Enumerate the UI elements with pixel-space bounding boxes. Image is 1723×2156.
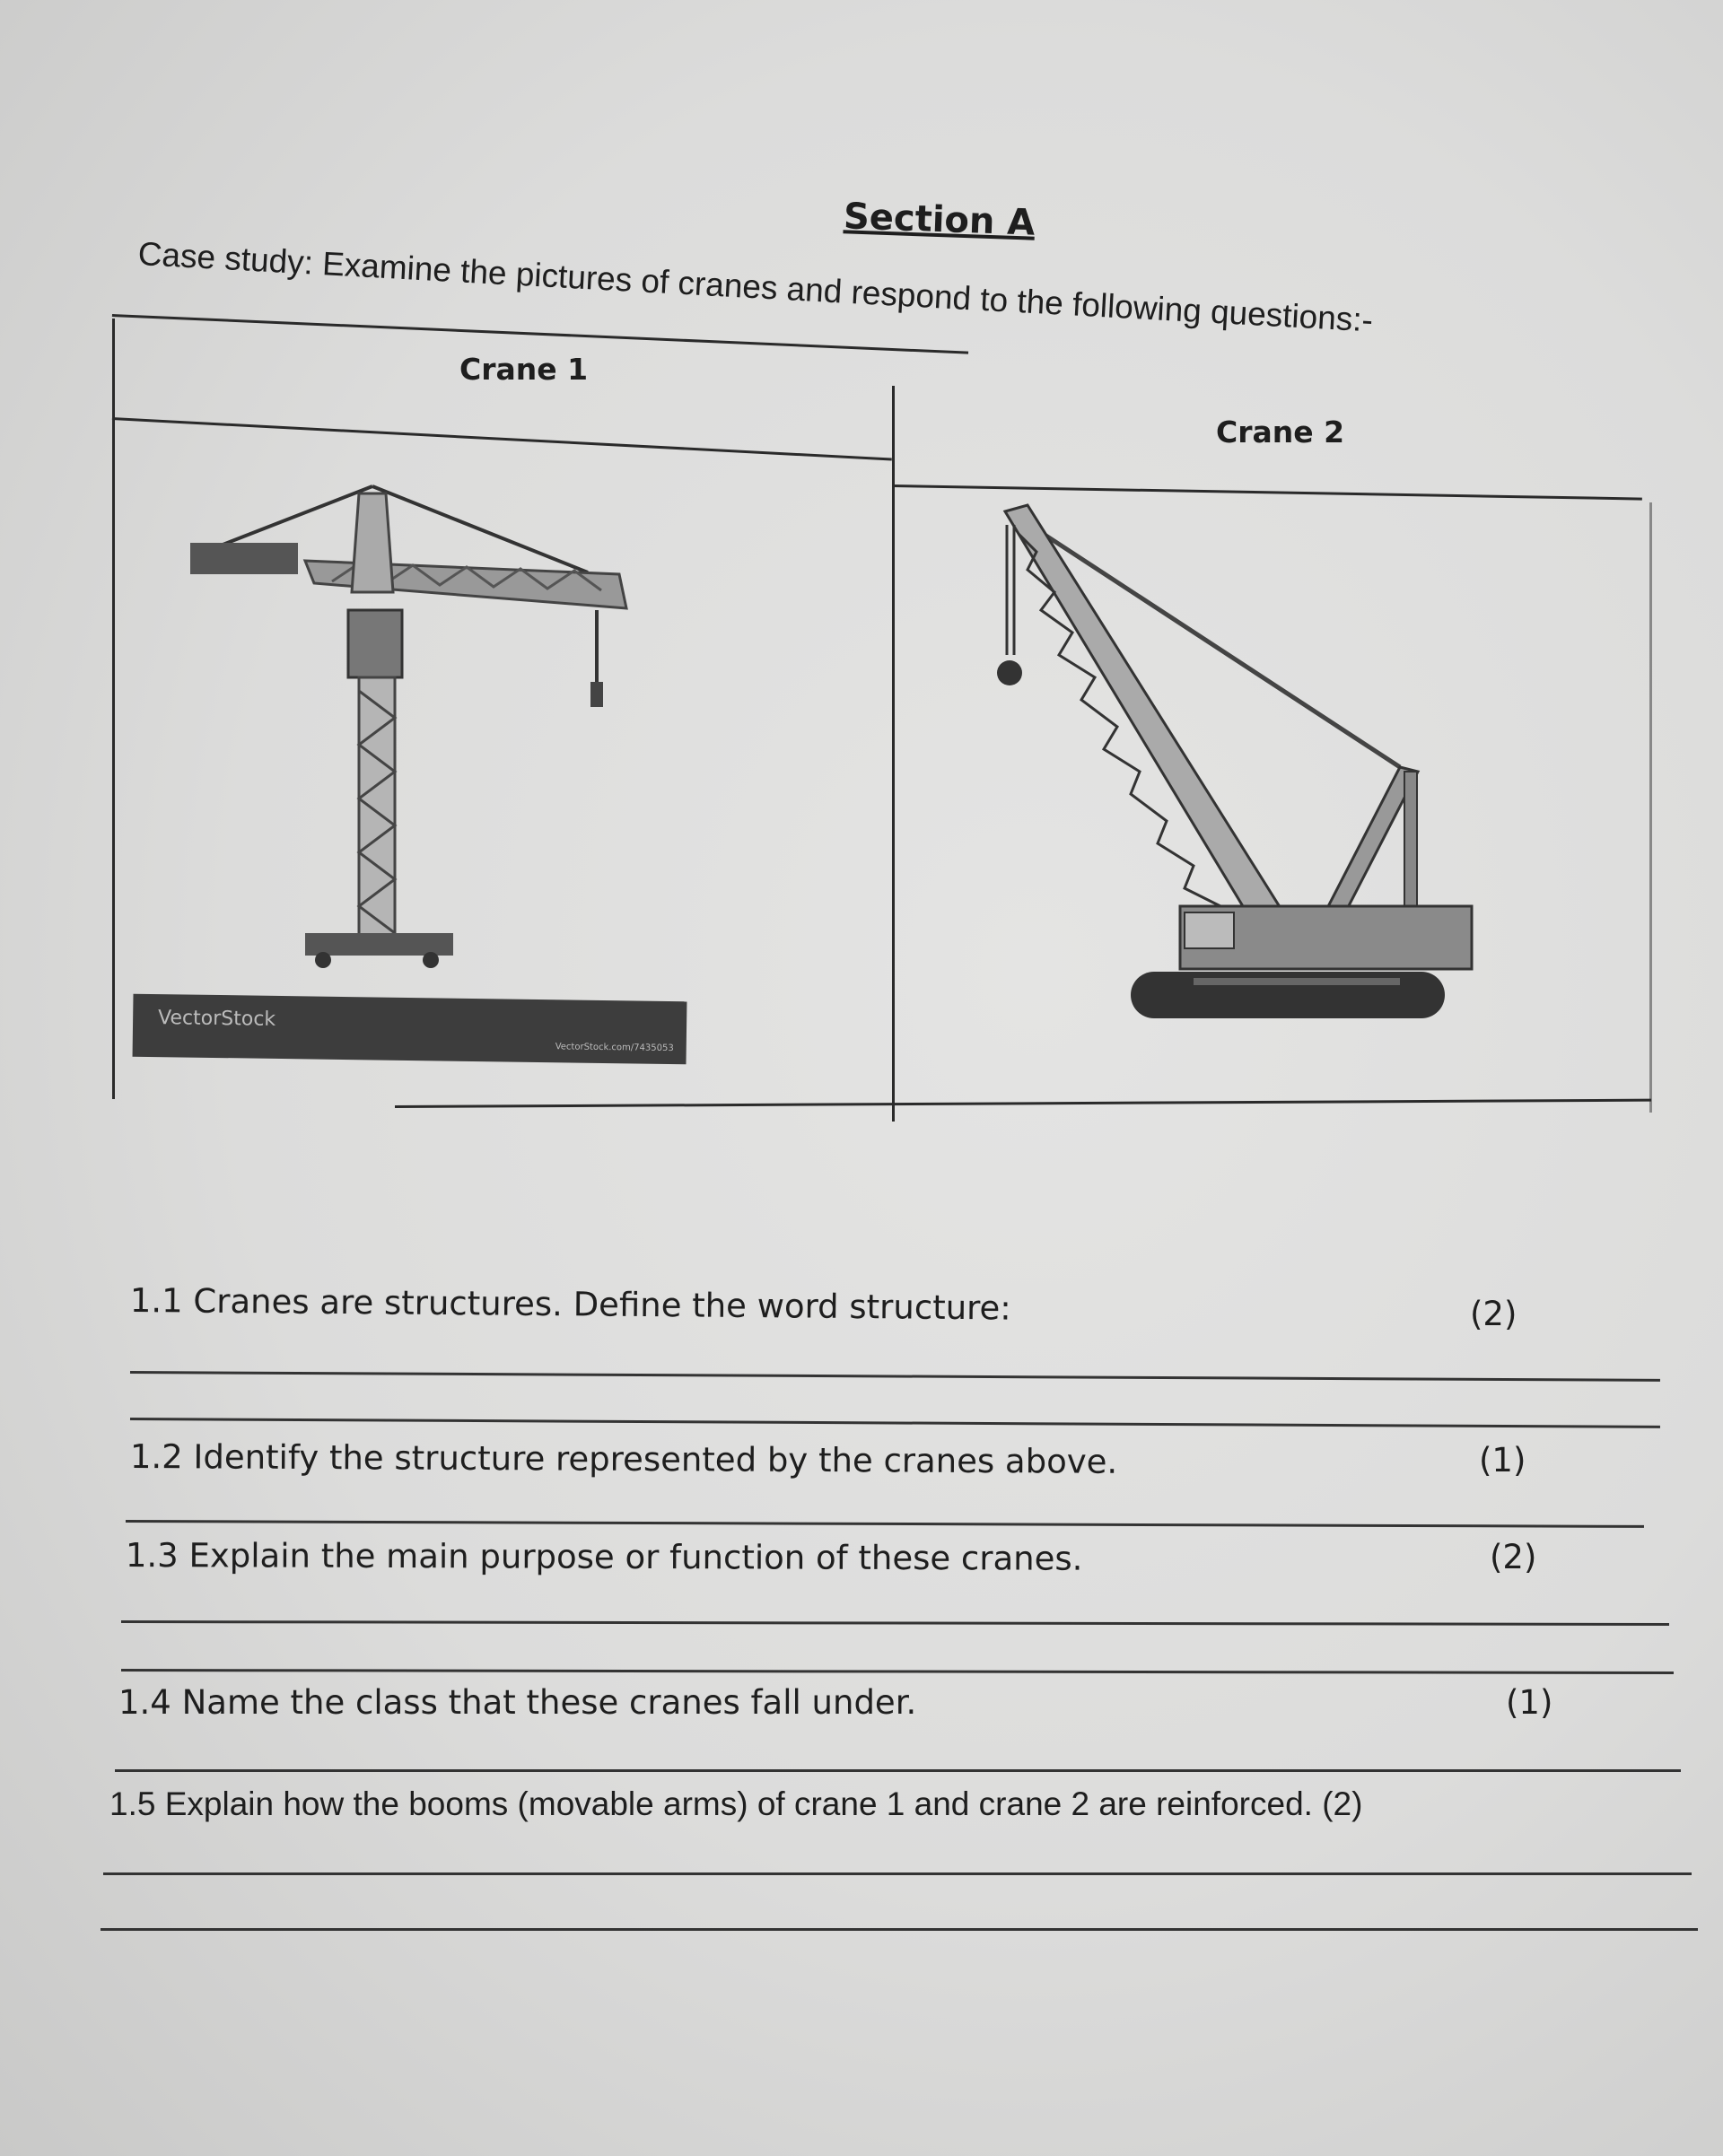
watermark-brand: VectorStock xyxy=(157,1007,276,1031)
answer-line[interactable] xyxy=(126,1520,1644,1528)
crawler-crane-image xyxy=(987,498,1526,1036)
crane2-label: Crane 2 xyxy=(1216,415,1345,450)
answer-line[interactable] xyxy=(130,1371,1660,1382)
answer-line[interactable] xyxy=(121,1669,1674,1674)
table-right-border xyxy=(1649,502,1652,1113)
answer-line[interactable] xyxy=(103,1872,1692,1875)
question-1-2-marks: (1) xyxy=(1479,1441,1526,1480)
vectorstock-watermark xyxy=(133,994,687,1065)
case-study-intro: Case study: Examine the pictures of cranes and respond to the following questions:- xyxy=(136,235,1374,339)
table-bottom-border xyxy=(395,1099,1651,1108)
question-1-3-marks: (2) xyxy=(1490,1538,1537,1576)
question-1-4-marks: (1) xyxy=(1506,1683,1553,1722)
table-middle-border xyxy=(892,386,895,1122)
answer-line[interactable] xyxy=(121,1620,1669,1626)
question-1-2: 1.2 Identify the structure represented by the cranes above. xyxy=(129,1437,1118,1481)
tower-crane-image xyxy=(179,476,646,978)
question-1-1: 1.1 Cranes are structures. Define the word structure: xyxy=(129,1281,1011,1328)
question-1-1-marks: (2) xyxy=(1470,1295,1517,1333)
answer-line[interactable] xyxy=(130,1418,1660,1428)
question-1-3: 1.3 Explain the main purpose or function of these cranes. xyxy=(125,1536,1083,1578)
question-1-5: 1.5 Explain how the booms (movable arms) of crane 1 and crane 2 are reinforced. (2) xyxy=(109,1785,1363,1822)
header-divider-left xyxy=(112,417,892,461)
table-left-border xyxy=(112,319,115,1099)
answer-line[interactable] xyxy=(101,1928,1698,1931)
table-top-border xyxy=(112,314,968,354)
answer-line[interactable] xyxy=(115,1769,1681,1772)
question-1-4: 1.4 Name the class that these cranes fall under. xyxy=(118,1683,917,1722)
watermark-credit: VectorStock.com/7435053 xyxy=(555,1042,674,1054)
crane1-label: Crane 1 xyxy=(459,352,589,387)
section-title: Section A xyxy=(843,196,1036,244)
